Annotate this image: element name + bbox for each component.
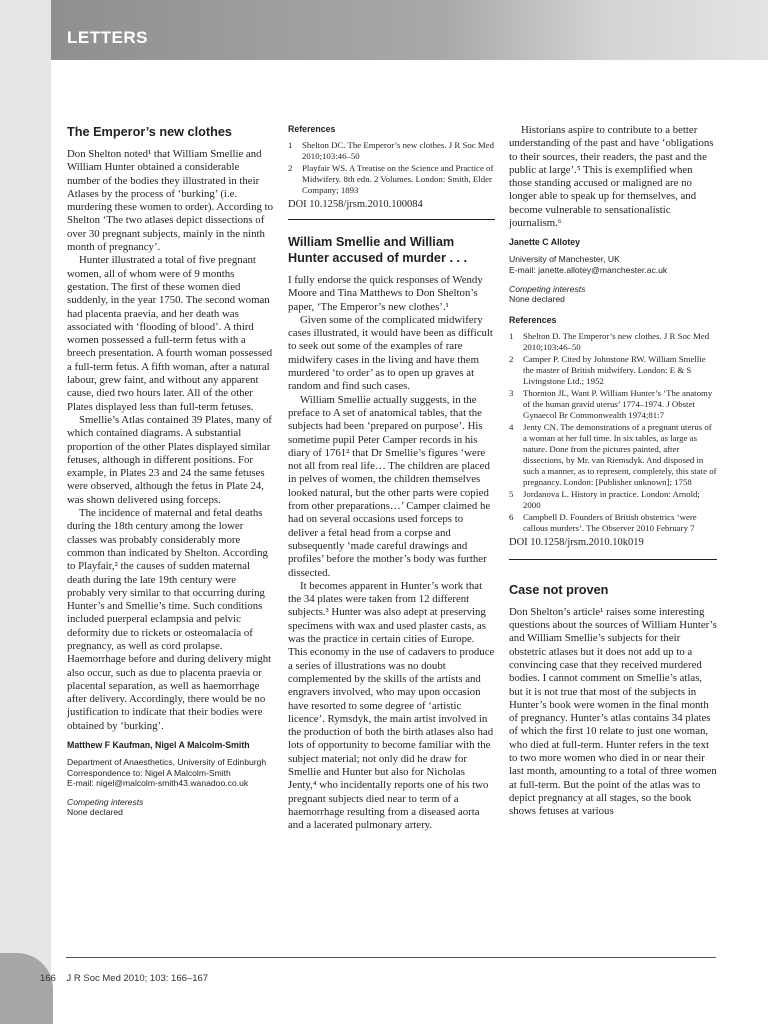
affiliation-line: University of Manchester, UK xyxy=(509,254,620,265)
reference-item: 2 Camper P. Cited by Johnstone RW. William Smellie the master of British midwifery. London: E & S Livingstone Ltd.; 1952 xyxy=(509,353,706,386)
letter2-paragraph: Historians aspire to contribute to a better understanding of the past and have ‘obligations to their sources, their readers, the past and the public at large’.⁵ This is exemplified when those standing accused or maligned are no longer able to speak up for themselves, and become vulnerable to sensationalistic journalism.⁶ xyxy=(509,124,714,230)
letter2-competing-interests-value: None declared xyxy=(509,294,565,305)
section-label: LETTERS xyxy=(67,28,148,47)
letter2-paragraph: William Smellie actually suggests, in the preface to A set of anatomical tables, that the subjects had been ‘prepared on purpose’. His sometime pupil Peter Camper records in his diary of 1761² that Dr Smellie’s figures ‘were not all from real life… The children are placed in pelves of women, the children themselves looked natural, but the other parts were copied from other preparations…’ Camper claimed he had on several occasions used forceps to deliver a fetal head from a corpse and subsequently ‘made careful drawings and profiles’ before the mother’s body was further dissected. xyxy=(288,393,491,579)
reference-item: 6 Campbell D. Founders of British obstetrics ‘were callous murders’. The Observer 2010 February 7 xyxy=(509,511,697,533)
letter1-title: The Emperor’s new clothes xyxy=(67,125,232,139)
letter2-paragraph: I fully endorse the quick responses of Wendy Moore and Tina Matthews to Don Shelton’s paper, ‘The Emperor’s new clothes’.¹ xyxy=(288,274,483,313)
affiliation-line: Department of Anaesthetics, University of Edinburgh xyxy=(67,757,267,768)
affiliation-line: Correspondence to: Nigel A Malcolm-Smith xyxy=(67,767,231,778)
letter2-paragraph: Given some of the complicated midwifery cases illustrated, it would have been as difficult to seek out some of the examples of rare midwifery cases in the living and have them murdered ‘to order’ as to open up graves at random and find such cases. xyxy=(288,313,493,393)
section-divider xyxy=(509,559,717,560)
affiliation-line: E-mail: nigel@malcolm-smith43.wanadoo.co.uk xyxy=(67,778,249,789)
section-divider xyxy=(288,219,495,220)
letter1-competing-interests-label: Competing interests xyxy=(67,796,144,807)
letter1-reference-list xyxy=(288,140,495,196)
footer-rule xyxy=(66,957,716,958)
reference-item: 1 Shelton DC. The Emperor’s new clothes. J R Soc Med 2010;103:46–50 xyxy=(288,140,494,161)
letter2-title: William Smellie and William Hunter accused of murder . . . xyxy=(288,235,468,265)
reference-item: 5 Jordanova L. History in practice. London: Arnold; 2000 xyxy=(509,488,700,510)
affiliation-line: E-mail: janette.allotey@manchester.ac.uk xyxy=(509,264,668,275)
journal-citation: J R Soc Med 2010; 103: 166–167 xyxy=(66,973,209,984)
letter2-reference-list xyxy=(509,331,717,534)
letter1-competing-interests-value: None declared xyxy=(67,807,123,818)
reference-item: 1 Shelton D. The Emperor’s new clothes. J R Soc Med 2010;103:46–50 xyxy=(509,330,710,352)
reference-item: 2 Playfair WS. A Treatise on the Science and Practice of Midwifery. 8th edn. 2 Volumes. London: Smith, Elder Company; 1893 xyxy=(288,163,494,195)
left-margin-band xyxy=(0,0,51,1024)
column-2 xyxy=(288,124,495,832)
letter2-affiliation xyxy=(509,254,717,275)
reference-item: 3 Thornton JL, Want P. William Hunter’s ‘The anatomy of the human gravid uterus’ 1774–1974. J Obstet Gynaecol Br Commonwealth 1974;81:7 xyxy=(509,387,713,420)
page-number: 166 xyxy=(40,973,56,984)
letter1-doi: DOI 10.1258/jrsm.2010.100084 xyxy=(288,199,423,210)
letter2-doi: DOI 10.1258/jrsm.2010.10k019 xyxy=(509,536,644,548)
footer xyxy=(40,973,208,984)
letter2-authors: Janette C Allotey xyxy=(509,237,581,248)
letter2-competing-interests-label: Competing interests xyxy=(509,283,586,294)
letter2-paragraph: It becomes apparent in Hunter’s work that the 34 plates were taken from 12 different subjects.³ Hunter was also adept at preserving specimens with wax and used plaster casts, as was the practice in certain cities of Europe. This economy in the use of cadavers to produce a series of illustrations was no doubt complemented by the skills of the artists and engravers involved, who may upon occasion have resorted to some degree of ‘artistic licence’. Rymsdyk, the main artist involved in the production of both the birth atlases also had lots of opportunity to become familiar with the subject material; not only did he draw for Smellie and Hunter but also for Nicholas Jenty,⁴ who incidentally reports one of his two pregnant subjects died near to term of a haemorrhage resulting from a diseased aorta and a lacerated pulmonary artery. xyxy=(288,579,495,832)
reference-item: 4 Jenty CN. The demonstrations of a pregnant uterus of a woman at her full time. In six tables, as large as nature. Done from the pictures painted, after dissections, by Mr. van Riemsdyk. And disposed in such a manner, as to represent, completely, this state of pregnancy. London: [Publisher unknown]; 1758 xyxy=(509,421,717,487)
letter1-affiliation xyxy=(67,757,274,789)
letter1-authors: Matthew F Kaufman, Nigel A Malcolm-Smith xyxy=(67,740,250,751)
section-header-bar xyxy=(51,0,768,60)
letter2-references-heading: References xyxy=(509,314,557,325)
letter1-paragraph: Hunter illustrated a total of five pregnant women, all of whom were of 9 months gestation. The first of these women died suddenly, in the year 1750. The second woman had placenta praevia, and her death was associated with ‘flooding of blood’. A third women possessed a full-term fetus with a breech presentation. A fourth woman possessed a full-term fetus. A fifth woman, after a natural labour, grew faint, and without any apparent cause, died two hours later. All of the other Plates displayed less than full-term fetuses. xyxy=(67,254,273,413)
letter3-paragraph: Don Shelton’s article¹ raises some interesting questions about the sources of William Hunter’s and William Smellie’s subjects for their obstetric atlases but it does not add up to a convincing case that they received murdered bodies. I cannot comment on Smellie’s atlas, but it is not true that most of the subjects in Hunter’s book were women in the final month of pregnancy. Hunter’s atlas contains 34 plates of which the first 10 relate to just one woman, who died at full-term. Hunter refers in the text to two more women who died in or near their last month, amounting to a total of three women at full-term. But the point of the atlas was to depict pregnancy at all stages, so the book shows fetuses at various xyxy=(509,605,717,818)
letter1-paragraph: Don Shelton noted¹ that William Smellie and William Hunter obtained a considerable number of the bodies they illustrated in their Atlases by the process of ‘burking’ (i.e. murdering these women to order). According to Shelton ‘The two atlases depict dissections of over 30 pregnant subjects, mainly in the ninth month of pregnancy’. xyxy=(67,148,273,254)
letter3-title: Case not proven xyxy=(509,582,609,597)
letter1-paragraph: The incidence of maternal and fetal deaths during the 18th century among the lower classes was probably considerably more common than indicated by Shelton. According to Playfair,² the causes of sudden maternal death during the late 19th century were probably very similar to that occurring during Hunter’s and Smellie’s time. Such conditions included puerperal eclampsia and pelvic deformity due to rickets or osteomalacia of pregnancy, as well as cord prolapse. Haemorrhage before and during delivery might also occur, such as due to placenta praevia or placental separation, as well as haemorrhage after delivery. Accordingly, there would be no justification to indicate that their bodies were obtained by ‘burking’. xyxy=(67,507,272,732)
column-1 xyxy=(67,124,274,818)
letter1-paragraph: Smellie’s Atlas contained 39 Plates, many of which contained diagrams. A substantial proportion of the other Plates displayed similar fetuses, although in different positions. For example, in Plates 23 and 24 the same fetuses were observed, although the fetus in Plate 24, was shown delivered using forceps. xyxy=(67,413,272,506)
column-3 xyxy=(509,124,717,819)
letter1-references-heading: References xyxy=(288,124,336,134)
